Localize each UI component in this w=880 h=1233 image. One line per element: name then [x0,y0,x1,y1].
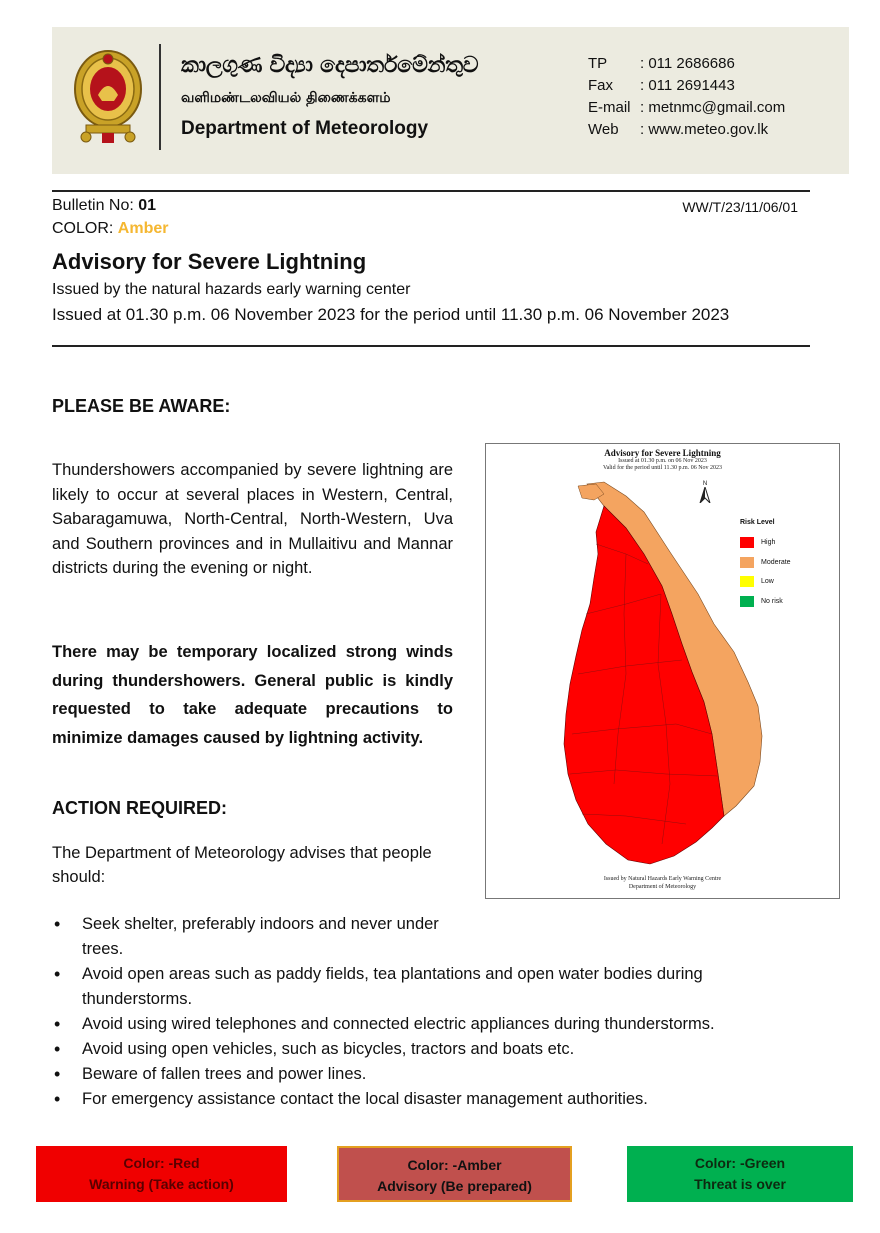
action-list [52,912,812,1112]
dept-name-sinhala: කාලගුණ විද්‍යා දෙපාර්තමේන්තුව [181,53,479,78]
sri-lanka-map [486,444,841,900]
contact-phone: TP : 011 2686686 [588,55,735,72]
contact-web[interactable]: Web : www.meteo.gov.lk [588,121,769,138]
color-legend-red: Color: -Red Warning (Take action) [36,1146,287,1202]
map-subtitle-issued: Issued at 01.30 p.m. on 06 Nov 2023 [618,458,707,464]
dept-name-tamil: வளிமண்டலவியல் திணைக்களம் [181,90,391,106]
legend-swatch [740,576,754,587]
aware-paragraph: Thundershowers accompanied by severe lightning are likely to occur at several places in Western, Central, Sabaragamuwa, North-Central, North-Western, Uva and Southern provinces and in Mullaitivu and Mannar districts during the evening or night. [52,461,453,577]
list-item: • Avoid using open vehicles, such as bicycles, tractors and boats etc. [52,1037,812,1062]
legend-item-low: Low [740,572,791,592]
legend-item-high: High [740,533,791,553]
divider-top [52,190,810,192]
action-heading: ACTION REQUIRED: [52,798,227,818]
map-footer-issuer: Issued by Natural Hazards Early Warning Centre [603,876,722,882]
issued-by: Issued by the natural hazards early warning center [52,281,411,298]
legend-swatch [740,557,754,568]
color-legend-amber: Color: -Amber Advisory (Be prepared) [337,1146,572,1202]
legend-item-no-risk: No risk [740,592,791,612]
bulletin-color: COLOR: Amber [52,220,169,237]
contact-block [588,53,785,141]
list-item: • Beware of fallen trees and power lines. [52,1062,812,1087]
action-intro: The Department of Meteorology advises that people should: [52,844,432,886]
dept-name-english: Department of Meteorology [181,118,429,139]
contact-email[interactable]: E-mail : metnmc@gmail.com [588,99,786,116]
aware-heading: PLEASE BE AWARE: [52,396,231,416]
list-item: • Avoid open areas such as paddy fields, tea plantations and open water bodies during thunderstorms. [52,962,812,1012]
list-item: • Avoid using wired telephones and connected electric appliances during thunderstorms. [52,1012,812,1037]
issued-at: Issued at 01.30 p.m. 06 November 2023 for the period until 11.30 p.m. 06 November 2023 [52,305,730,324]
advisory-title: Advisory for Severe Lightning [52,249,367,274]
header-divider [159,44,161,150]
divider-bottom [52,345,810,347]
bulletin-number: Bulletin No: 01 [52,197,157,214]
north-arrow-icon: N [699,481,711,505]
color-value: Amber [117,220,169,237]
list-item: • For emergency assistance contact the local disaster management authorities. [52,1087,812,1112]
color-legend-green: Color: -Green Threat is over [627,1146,853,1202]
bulletin-reference: WW/T/23/11/06/01 [682,199,798,215]
legend-swatch [740,596,754,607]
legend-title: Risk Level [740,519,775,526]
contact-fax: Fax : 011 2691443 [588,77,735,94]
legend-swatch [740,537,754,548]
risk-map [485,443,840,899]
map-legend [740,519,791,611]
list-item: • Seek shelter, preferably indoors and never under trees. [52,912,472,962]
map-subtitle-valid: Valid for the period until 11.30 p.m. 06 Nov 2023 [602,465,723,471]
map-footer-dept: Department of Meteorology [628,884,697,890]
letterhead [52,27,849,174]
legend-item-moderate: Moderate [740,553,791,573]
winds-paragraph: There may be temporary localized strong winds during thundershowers. General public is kindly requested to take adequate precautions to minimize damages caused by lightning activity. [52,643,453,747]
sri-lanka-emblem-icon [72,45,144,147]
map-title: Advisory for Severe Lightning [604,448,721,458]
